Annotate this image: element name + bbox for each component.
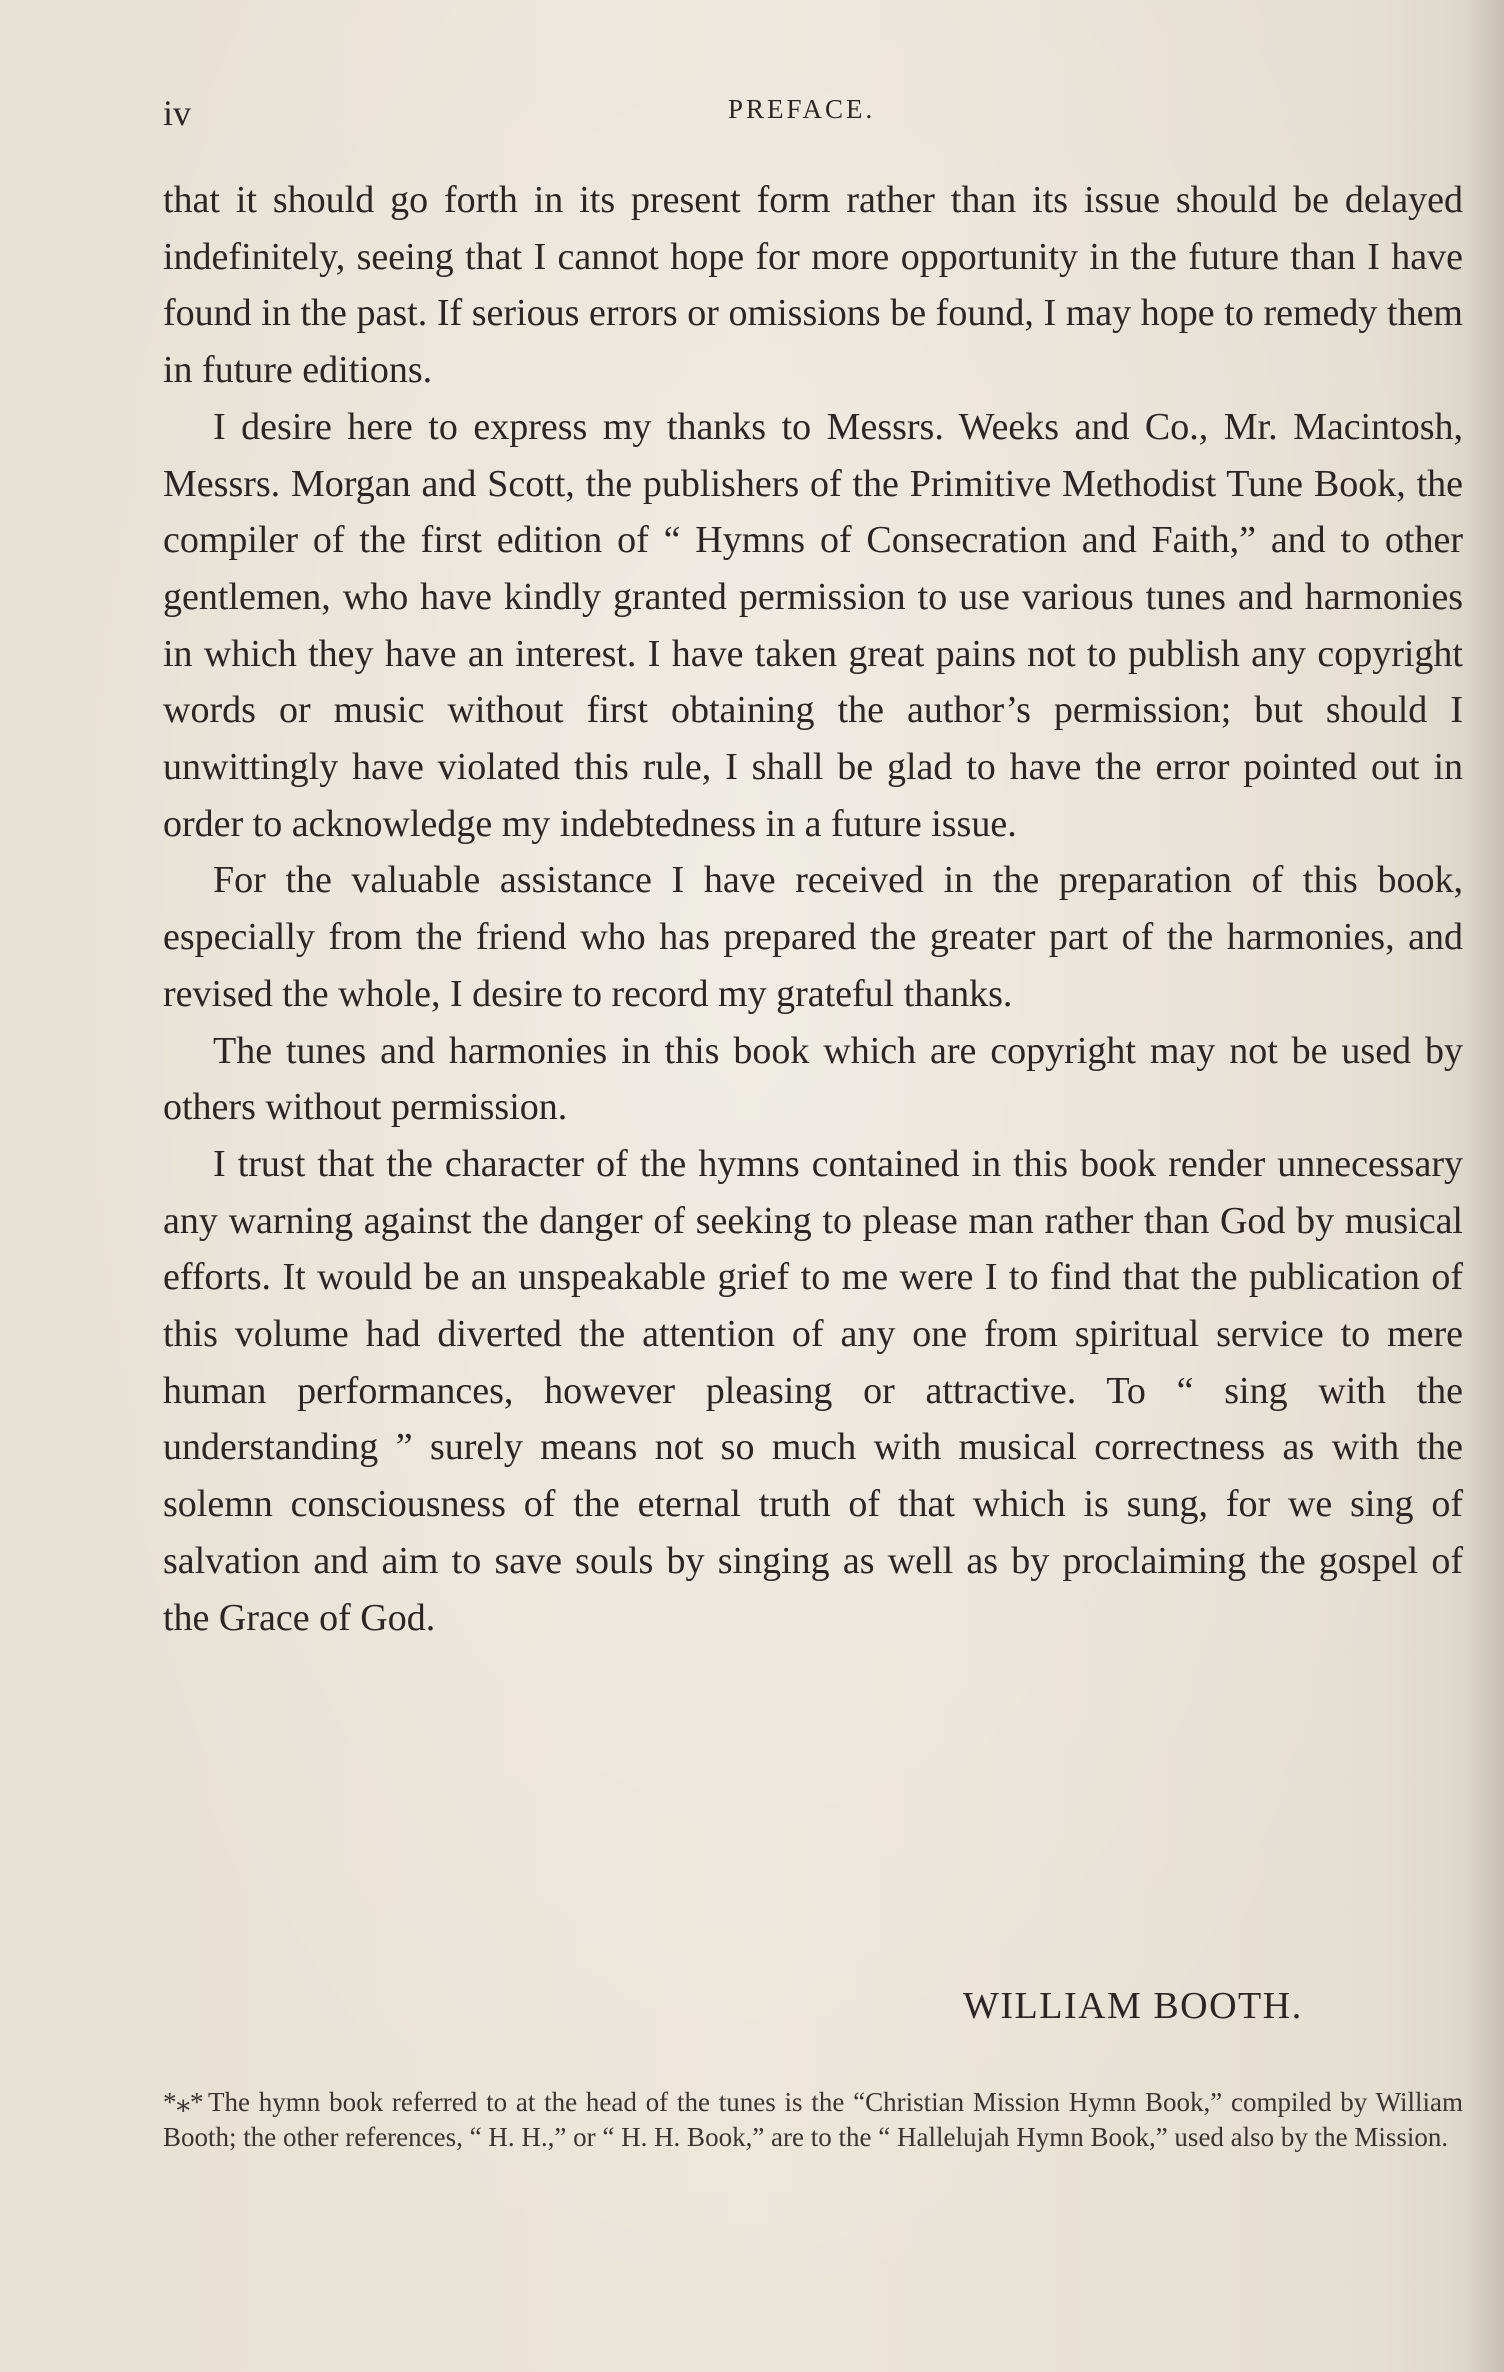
running-head bbox=[163, 92, 1463, 132]
running-title: PREFACE. bbox=[728, 94, 876, 124]
paragraph-character: I trust that the character of the hymns contained in this book render unnecessary any warning against the danger of seeking to please man rather than God by musical efforts. It would be an unspeakable grief to me were I to find that the publication of this volume had diverted the attention of any one from spiritual service to mere human performances, however pleasing or attractive. To “ sing with the understanding ” surely means not so much with musical correctness as with the solemn consciousness of the eternal truth of that which is sung, for we sing of salvation and aim to save souls by singing as well as by proclaiming the gospel of the Grace of God. bbox=[163, 1142, 1463, 1639]
paragraph-thanks: I desire here to express my thanks to Messrs. Weeks and Co., Mr. Macintosh, Messrs. Morgan and Scott, the publishers of the Primitive Methodist Tune Book, the compiler of the first edition of “ Hymns of Consecration and Faith,” and to other gentlemen, who have kindly granted permission to use various tunes and harmonies in which they have an interest. I have taken great pains not to publish any copyright words or music without first obtaining the author’s permission; but should I unwittingly have violated this rule, I shall be glad to have the error pointed out in order to acknowledge my indebtedness in a future issue. bbox=[163, 405, 1463, 845]
footnote bbox=[163, 2085, 1463, 2154]
footnote-text: The hymn book referred to at the head of the tunes is the “Christian Mission Hymn Book,” compiled by William Booth; the other references, “ H. H.,” or “ H. H. Book,” are to the “ Hallelujah Hymn Book,” used also by the Mission. bbox=[163, 2087, 1463, 2152]
paragraph-assistance: For the valuable assistance I have received in the preparation of this book, especially from the friend who has prepared the greater part of the harmonies, and revised the whole, I desire to record my grateful thanks. bbox=[163, 859, 1463, 1015]
paragraph-copyright: The tunes and harmonies in this book which are copyright may not be used by others without permission. bbox=[163, 1029, 1463, 1129]
page-edge-shadow bbox=[1464, 0, 1504, 2372]
page-number: iv bbox=[163, 93, 192, 133]
signature: WILLIAM BOOTH. bbox=[963, 1985, 1303, 2027]
footnote-mark: *⁎* bbox=[163, 2087, 204, 2117]
preface-body bbox=[163, 172, 1463, 1646]
paragraph-continuation: that it should go forth in its present form rather than its issue should be delayed indefinitely, seeing that I cannot hope for more opportunity in the future than I have found in the past. If serious errors or omissions be found, I may hope to remedy them in future editions. bbox=[163, 179, 1463, 392]
